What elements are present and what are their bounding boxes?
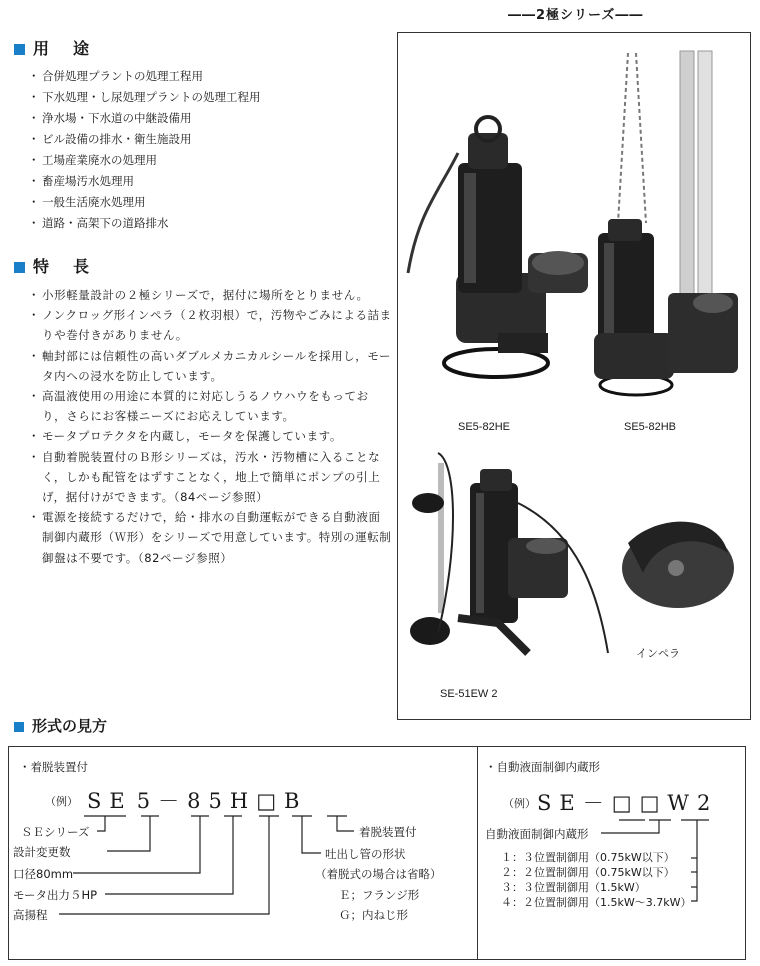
code-char: 2 [697,791,719,815]
code-char: □ [611,791,640,815]
label-outlet-note: （着脱式の場合は省略） [315,867,442,881]
caption-se5-82hb: SE5-82HB [624,421,676,433]
code-char: 8 [187,789,209,813]
uses-heading [14,36,93,59]
list-item: ２：２位置制御用（0.75kW以下） [501,866,675,879]
left-header: ・着脱装置付 [19,760,88,774]
label-auto-control: 自動液面制御内蔵形 [485,827,589,841]
left-example-label: （例） [45,795,78,808]
code-char: 5 [208,789,230,813]
uses-list [32,66,261,234]
caption-se-51ew2: SE-51EW 2 [440,688,498,700]
list-item: ・ 自動着脱装置付のＢ形シリーズは，汚水・汚物槽に入ることなく，しかも配管をはずすことなく，地上で簡単にポンプの引上げ，据付けができます。（84ページ参照） [32,447,392,508]
label-head: 高揚程 [13,908,48,922]
code-char: E [559,791,583,815]
label-motor: モータ出力５HP [13,888,98,902]
uses-title: 用 途 [33,39,94,58]
code-char: － [582,791,612,815]
label-detach: 着脱装置付 [359,825,417,839]
square-bullet-icon [14,44,25,55]
list-item: ・ 畜産場汚水処理用 [32,171,261,192]
code-char: B [284,789,308,813]
list-item: ・ 電源を接続するだけで，給・排水の自動運転ができる自動液面制御内蔵形（Ｗ形）をシリーズで用意しています。特別の運転制御盤は不要です。（82ページ参照） [32,507,392,568]
list-item: ・ 小形軽量設計の２極シリーズで，据付に場所をとりません。 [32,285,392,305]
features-heading [14,254,93,277]
square-bullet-icon [14,722,24,732]
list-item: ・ 軸封部には信頼性の高いダブルメカニカルシールを採用し，モータ内への浸水を防止しています。 [32,346,392,386]
list-item: ・ ビル設備の排水・衛生施設用 [32,129,261,150]
list-item: ・ モータプロテクタを内蔵し，モータを保護しています。 [32,426,392,446]
product-photos [398,33,750,719]
list-item: ・ 浄水場・下水道の中継設備用 [32,108,261,129]
photo-panel [397,32,751,720]
impeller-photo [622,522,734,608]
caption-impeller: インペラ [636,648,680,660]
code-char: □ [639,791,668,815]
series-header: ――2極シリーズ―― [508,8,644,23]
code-char: W [667,791,698,815]
label-outlet: 吐出し管の形状 [325,847,406,861]
pump-photo-se5-82hb [594,51,738,395]
code-char: S [87,789,110,813]
list-item: ・ 一般生活廃水処理用 [32,192,261,213]
code-char: E [109,789,133,813]
features-list [32,285,392,568]
label-series: ＳＥシリーズ [21,825,90,839]
pump-photo-se-51ew2 [410,453,608,653]
square-bullet-icon [14,262,25,273]
code-char: H [229,789,257,813]
caption-se5-82he: SE5-82HE [458,421,510,433]
control-options [501,850,691,910]
model-heading [14,715,107,736]
list-item: ・ 工場産業廃水の処理用 [32,150,261,171]
label-e: Ｅ；フランジ形 [339,888,420,902]
list-item: ４：２位置制御用（1.5kW～3.7kW） [501,896,692,909]
code-char: － [158,789,188,813]
features-title: 特 長 [33,257,94,276]
pump-photo-se5-82he [408,117,588,377]
list-item: １：３位置制御用（0.75kW以下） [501,851,675,864]
label-design: 設計変更数 [13,845,71,859]
label-g: Ｇ；内ねじ形 [339,908,408,922]
list-item: ・ ノンクロッグ形インペラ（２枚羽根）で，汚物やごみによる詰まりや巻付きがありません。 [32,305,392,345]
right-header: ・自動液面制御内蔵形 [485,760,600,774]
model-box [8,746,746,960]
list-item: ・ 下水処理・し尿処理プラントの処理工程用 [32,87,261,108]
list-item: ・ 高温液使用の用途に本質的に対応しうるノウハウをもっており，さらにお客様ニーズにお応えしています。 [32,386,392,426]
code-char: 5 [136,789,159,813]
left-model-code [87,785,307,815]
list-item: ３：３位置制御用（1.5kW） [501,881,646,894]
right-model-code [537,787,718,817]
code-char: S [537,791,560,815]
label-bore: 口径80mm [13,867,74,881]
model-title: 形式の見方 [32,717,108,735]
right-example-label: （例） [503,797,536,810]
list-item: ・ 合併処理プラントの処理工程用 [32,66,261,87]
code-char: □ [256,789,285,813]
list-item: ・ 道路・高架下の道路排水 [32,213,261,234]
